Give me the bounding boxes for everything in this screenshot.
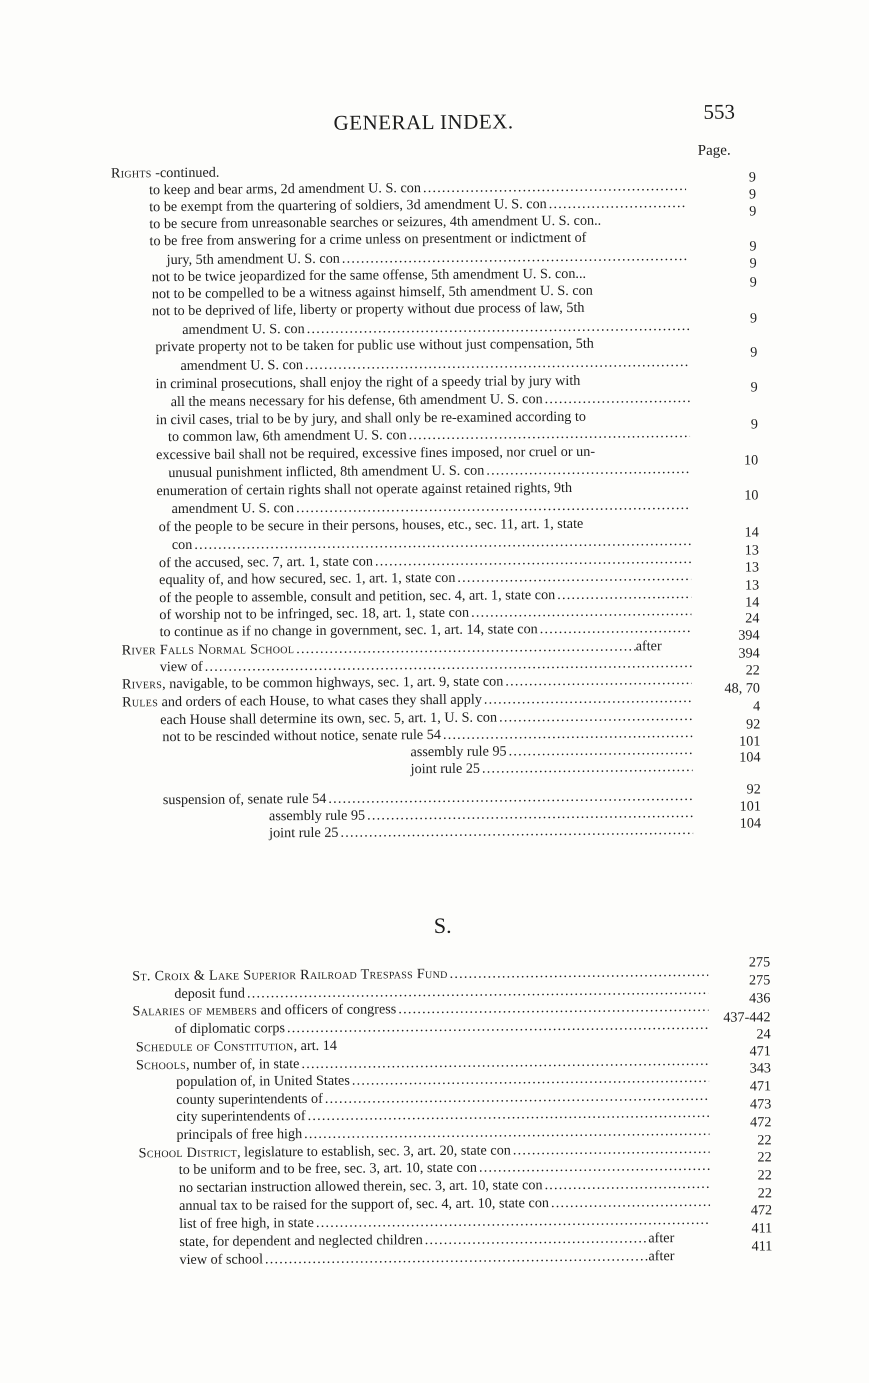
entry-text: deposit fund: [174, 985, 245, 1003]
entry-text: not to be deprived of life, liberty or property without due process of law, 5th: [151, 299, 585, 320]
entry-text: state, for dependent and neglected children: [179, 1232, 423, 1251]
entry-page: 9: [748, 169, 757, 186]
entry-heading: Schedule of Constitution: [135, 1038, 294, 1056]
entry-text: assembly rule 95: [410, 743, 507, 761]
entry-text: of diplomatic corps: [174, 1020, 286, 1038]
entry-text: private property not to be taken for public use without just compensation, 5th: [155, 335, 594, 356]
entry-page: 9: [749, 203, 757, 220]
entry-page: 101: [739, 798, 761, 815]
dot-leader: [513, 1141, 710, 1160]
dot-leader: [296, 497, 691, 518]
entry-text: not to be twice jeopardized for the same offense, 5th amendment U. S. con...: [151, 265, 587, 286]
entry-text: each House shall determine its own, sec. 5, art. 1, U. S. con: [160, 709, 498, 729]
dot-leader: [551, 1194, 710, 1213]
entry-text: of the people to assemble, consult and petition, sec. 4, art. 1, state con: [159, 587, 556, 607]
entry-page: 471: [749, 1043, 771, 1060]
entry-page: 13: [744, 542, 759, 559]
entry-text: amendment U. S. con: [171, 500, 295, 518]
entry-text: city superintendents of: [176, 1108, 306, 1126]
index-entry: [111, 165, 220, 183]
entry-text: to be free from answering for a crime unless on presentment or indictment of: [149, 229, 587, 250]
entry-page: 275: [748, 954, 771, 971]
index-entry: [172, 497, 691, 519]
index-entry: [152, 300, 585, 321]
entry-heading: Rights: [110, 165, 152, 182]
dot-leader: [305, 354, 690, 375]
entry-text: population of, in United States: [176, 1072, 350, 1091]
index-entry: [155, 336, 594, 357]
entry-suffix: after: [648, 1248, 675, 1265]
entry-page: 394: [738, 627, 760, 644]
entry-page: 9: [750, 344, 758, 361]
entry-page: 10: [744, 487, 759, 504]
dot-leader: [486, 461, 690, 480]
entry-text: view of school: [179, 1251, 264, 1269]
page-number: 553: [703, 99, 736, 124]
dot-leader: [352, 1070, 709, 1090]
entry-page: 22: [757, 1149, 772, 1166]
entry-text: list of free high, in state: [179, 1214, 314, 1233]
entry-suffix: after: [635, 638, 662, 655]
entry-text: annual tax to be raised for the support of, sec. 4, art. 10, state con: [178, 1195, 550, 1215]
dot-leader: [545, 390, 690, 409]
dot-leader: [457, 568, 691, 587]
entry-page: 411: [751, 1238, 773, 1255]
entry-page: 22: [757, 1167, 772, 1184]
entry-page: 472: [750, 1114, 772, 1131]
entry-page: 9: [749, 310, 758, 327]
entry-page: 13: [744, 577, 760, 594]
entry-text: jury, 5th amendment U. S. con: [166, 250, 340, 269]
dot-leader: [450, 964, 709, 984]
dot-leader: [307, 318, 690, 339]
entry-text: excessive bail shall not be required, excessive fines imposed, nor cruel or un-: [156, 443, 596, 464]
entry-page: 24: [756, 1026, 771, 1043]
dot-leader: [544, 1176, 709, 1195]
entry-heading: Schools: [135, 1056, 187, 1074]
index-entry: [171, 390, 690, 412]
entry-page: 436: [749, 990, 771, 1007]
page-title: GENERAL INDEX.: [333, 109, 514, 135]
entry-page: 9: [750, 416, 758, 433]
dot-leader: [484, 690, 692, 709]
entry-text: Rights -continued.: [110, 164, 220, 182]
dot-leader: [509, 742, 693, 761]
dot-leader: [479, 1158, 710, 1177]
index-entry: [149, 230, 586, 251]
entry-text: not to be compelled to be a witness against himself, 5th amendment U. S. con: [151, 282, 593, 303]
index-entry: [168, 461, 690, 483]
entry-text: joint rule 25: [269, 824, 339, 842]
entry-text: to be exempt from the quartering of soldiers, 3d amendment U. S. con: [149, 196, 547, 216]
dot-leader: [398, 999, 708, 1019]
entry-page: 411: [751, 1220, 773, 1237]
entry-page: 104: [739, 749, 761, 766]
entry-suffix: after: [648, 1230, 675, 1247]
entry-heading: Rules: [122, 694, 159, 711]
entry-text: Schedule of Constitution, art. 14: [135, 1037, 337, 1056]
entry-page: 9: [749, 274, 757, 291]
entry-text: to be uniform and to be free, sec. 3, art. 10, state con: [178, 1159, 478, 1179]
entry-page: 13: [744, 559, 760, 576]
section-letter-s: S.: [433, 912, 452, 939]
entry-text: principals of free high: [176, 1126, 303, 1144]
entry-page: 14: [744, 524, 759, 541]
entry-page: 92: [746, 781, 761, 798]
page-column-label: Page.: [697, 142, 731, 159]
entry-page: 9: [749, 238, 757, 255]
entry-page: 24: [745, 610, 760, 627]
entry-heading: River Falls Normal School: [121, 641, 295, 659]
entry-page: 472: [750, 1202, 773, 1219]
entry-page: 9: [748, 186, 757, 203]
entry-text: of the accused, sec. 7, art. 1, state con: [158, 553, 373, 572]
dot-leader: [287, 1017, 709, 1038]
entry-text: in civil cases, trial to be by jury, and shall only be re-examined according to: [155, 408, 587, 429]
entry-heading: Rivers: [121, 676, 163, 693]
entry-text: county superintendents of: [176, 1090, 323, 1109]
entry-text: Rules and orders of each House, to what cases they shall apply: [122, 691, 482, 711]
entry-page: 437-442: [723, 1009, 771, 1026]
entry-page: 275: [748, 972, 771, 989]
dot-leader: [499, 708, 692, 727]
dot-leader: [540, 620, 692, 639]
dot-leader: [549, 195, 687, 214]
entry-text: Salaries of members and officers of congress: [132, 1001, 397, 1020]
entry-text: of worship not to be infringed, sec. 18, art. 1, state con: [159, 604, 470, 624]
index-entry: [269, 822, 693, 843]
entry-page: 343: [749, 1060, 772, 1077]
entry-text: not to be rescinded without notice, senate rule 54: [162, 726, 441, 746]
entry-page: 22: [745, 662, 760, 679]
entry-page: 9: [750, 379, 758, 396]
entry-heading: School District: [138, 1144, 238, 1162]
entry-page: 4: [752, 698, 761, 715]
entry-text: all the means necessary for his defense, 6th amendment U. S. con: [170, 391, 543, 411]
dot-leader: [482, 759, 693, 778]
entry-page: 394: [738, 645, 760, 662]
entry-page: 22: [757, 1132, 772, 1149]
dot-leader: [425, 1230, 649, 1249]
entry-text: in criminal prosecutions, shall enjoy the right of a speedy trial by jury with: [155, 372, 581, 393]
dot-leader: [265, 1248, 649, 1269]
entry-heading: St. Croix & Lake Superior Railroad Trespass Fund: [132, 965, 448, 985]
entry-page: 10: [743, 452, 759, 469]
entry-text: con: [171, 536, 193, 554]
entry-text: to be secure from unreasonable searches or seizures, 4th amendment U. S. con..: [149, 212, 602, 233]
dot-leader: [557, 586, 691, 605]
entry-text: suspension of, senate rule 54: [162, 790, 327, 809]
entry-text: view of: [159, 658, 203, 676]
entry-text: equality of, and how secured, sec. 1, art. 1, state con: [159, 569, 456, 589]
index-entry: [411, 759, 693, 779]
entry-page: 471: [749, 1078, 772, 1095]
entry-text: assembly rule 95: [268, 807, 366, 825]
entry-text: School District, legislature to establish, sec. 3, art. 20, state con: [138, 1142, 511, 1162]
entry-text: joint rule 25: [410, 760, 481, 778]
entry-text: Rivers, navigable, to be common highways, sec. 1, art. 9, state con: [121, 673, 504, 693]
entry-text: enumeration of certain rights shall not operate against retained rights, 9th: [156, 479, 573, 500]
entry-page: 9: [749, 255, 757, 272]
index-entry: [136, 1038, 337, 1057]
index-entry: [179, 1248, 674, 1269]
entry-text: amendment U. S. con: [182, 321, 305, 338]
dot-leader: [342, 248, 687, 268]
entry-page: 48, 70: [724, 680, 761, 697]
entry-page: 101: [739, 733, 761, 750]
entry-page: 92: [746, 716, 761, 733]
entry-text: to common law, 6th amendment U. S. con: [167, 427, 407, 446]
dot-leader: [505, 672, 692, 691]
entry-text: amendment U. S. con: [180, 357, 304, 374]
index-entry: [168, 425, 690, 447]
entry-page: 22: [757, 1185, 773, 1202]
entry-text: unusual punishment inflicted, 8th amendment U. S. con: [168, 462, 485, 482]
entry-page: 473: [749, 1096, 772, 1113]
index-entry: [175, 1017, 709, 1039]
entry-text: [132, 966, 447, 986]
entry-text: to keep and bear arms, 2d amendment U. S. con: [149, 180, 421, 199]
entry-text: [122, 641, 295, 660]
entry-text: no sectarian instruction allowed therein, sec. 3, art. 10, state con: [178, 1177, 543, 1197]
entry-page: 14: [745, 594, 760, 611]
entry-text: to continue as if no change in government, sec. 1, art. 14, state con: [159, 621, 538, 641]
entry-text: of the people to be secure in their persons, houses, etc., sec. 11, art. 1, state: [158, 515, 584, 536]
dot-leader: [409, 425, 690, 445]
entry-page: 104: [739, 815, 762, 832]
entry-text: Schools, number of, in state: [135, 1056, 300, 1074]
index-entry: [180, 354, 689, 375]
dot-leader: [340, 822, 693, 842]
entry-heading: Salaries of members: [132, 1002, 258, 1020]
